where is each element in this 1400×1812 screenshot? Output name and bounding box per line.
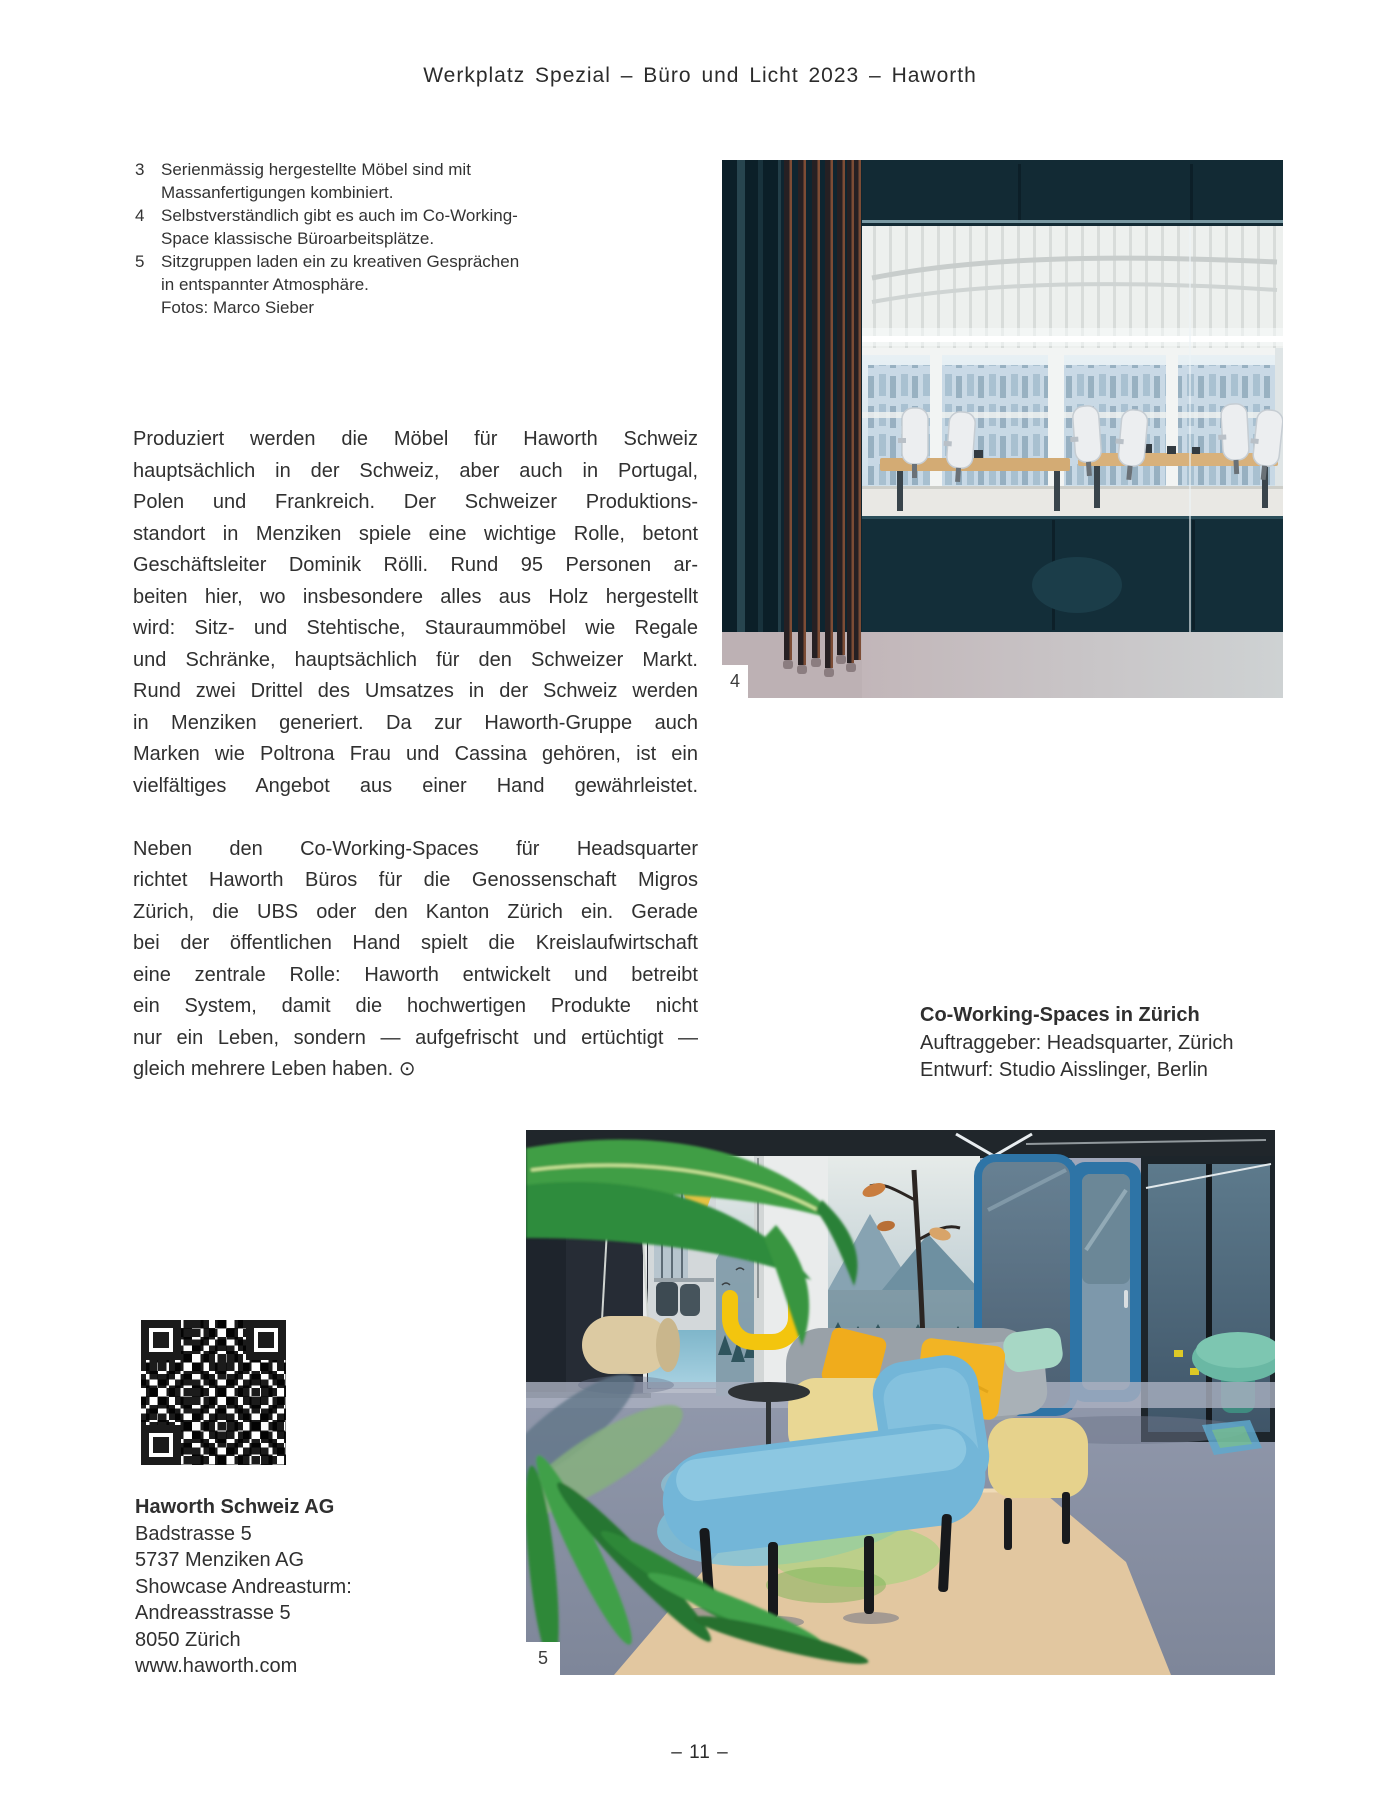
- text-line: Zürich, die UBS oder den Kanton Zürich ein. Gerade: [133, 900, 698, 923]
- text-line: in entspannter Atmosphäre.: [161, 275, 369, 294]
- caption-text: [161, 204, 565, 250]
- text-line: Andreasstrasse 5: [135, 1602, 291, 1624]
- text-line: vielfältiges Angebot aus einer Hand gewährleistet.: [133, 774, 698, 797]
- wood-slat-screen: [722, 160, 862, 698]
- caption-item-3: [135, 158, 565, 204]
- text-line: Polen und Frankreich. Der Schweizer Produktions-: [133, 491, 698, 513]
- office-lower-panel: [862, 516, 1283, 632]
- text-line: Neben den Co-Working-Spaces für Headsquarter: [133, 837, 698, 860]
- website-link[interactable]: www.haworth.com: [135, 1655, 298, 1677]
- caption-text: [161, 250, 565, 296]
- text-line: Serienmässig hergestellte Möbel sind mit: [161, 160, 471, 179]
- photo-office-interior: [722, 160, 1283, 698]
- photo-number-label: 4: [722, 665, 748, 698]
- text-line: nur ein Leben, sondern — aufgefrischt und ertüchtigt —: [133, 1026, 698, 1049]
- text-line: richtet Haworth Büros für die Genossenschaft Migros: [133, 869, 698, 891]
- qr-finder-bottom-left: [141, 1425, 181, 1465]
- photo-credit: Fotos: Marco Sieber: [161, 298, 315, 317]
- text-line: wird: Sitz- und Stehtische, Stauraummöbel wie Regale: [133, 617, 698, 639]
- caption-item-4: [135, 204, 565, 250]
- qr-finder-top-left: [141, 1320, 181, 1360]
- text-line: hauptsächlich in der Schweiz, aber auch in Portugal,: [133, 459, 698, 482]
- photo-lounge-interior: [526, 1130, 1275, 1675]
- caption-number: 3: [135, 160, 145, 179]
- page-number: – 11 –: [671, 1742, 729, 1763]
- contact-block: [135, 1494, 495, 1680]
- text-line: Rund zwei Drittel des Umsatzes in der Schweiz werden: [133, 680, 698, 702]
- qr-code: [137, 1316, 290, 1469]
- caption-item-5: [135, 250, 565, 296]
- caption-number: 4: [135, 206, 145, 225]
- text-line: beiten hier, wo insbesondere alles aus Holz hergestellt: [133, 585, 698, 608]
- article-body: [133, 424, 698, 1086]
- text-line: gleich mehrere Leben haben. ⊙: [133, 1058, 416, 1080]
- glass-seam: [1189, 226, 1191, 632]
- text-line: Sitzgruppen laden ein zu kreativen Gesprächen: [161, 252, 520, 271]
- photo-lounge-illustration: [526, 1130, 1275, 1675]
- office-floor: [862, 632, 1283, 698]
- page-header-title: Werkplatz Spezial – Büro und Licht 2023 – Haworth: [423, 64, 977, 87]
- text-line: Badstrasse 5: [135, 1522, 252, 1545]
- office-top-panel: [862, 160, 1283, 226]
- text-line: Marken wie Poltrona Frau und Cassina gehören, ist ein: [133, 743, 698, 765]
- text-line: in Menziken generiert. Da zur Haworth-Gruppe auch: [133, 711, 698, 734]
- text-line: Massanfertigungen kombiniert.: [161, 183, 394, 202]
- qr-finder-top-right: [246, 1320, 286, 1360]
- company-name: Haworth Schweiz AG: [135, 1496, 335, 1518]
- photo-number-label: 5: [526, 1642, 560, 1675]
- text-line: Selbstverständlich gibt es auch im Co-Working-: [161, 206, 518, 225]
- article-paragraph-2: [133, 834, 698, 1086]
- project-caption-client: Auftraggeber: Headsquarter, Zürich: [920, 1031, 1234, 1054]
- photo-office-illustration: [722, 160, 1283, 698]
- text-line: standort in Menziken spiele eine wichtige Rolle, betont: [133, 522, 698, 545]
- text-line: ein System, damit die hochwertigen Produkte nicht: [133, 995, 698, 1017]
- text-line: Space klassische Büroarbeitsplätze.: [161, 229, 435, 248]
- text-line: Produziert werden die Möbel für Haworth Schweiz: [133, 428, 698, 450]
- qr-code-pattern: [141, 1320, 286, 1465]
- article-paragraph-1: [133, 424, 698, 802]
- text-line: 8050 Zürich: [135, 1628, 241, 1651]
- project-caption-title: Co-Working-Spaces in Zürich: [920, 1004, 1200, 1026]
- text-line: 5737 Menziken AG: [135, 1549, 304, 1571]
- text-line: Showcase Andreasturm:: [135, 1575, 352, 1598]
- caption-number: 5: [135, 252, 145, 271]
- photo-caption-list: [135, 158, 565, 319]
- project-caption: [920, 1002, 1290, 1085]
- text-line: Geschäftsleiter Dominik Rölli. Rund 95 Personen ar-: [133, 554, 698, 576]
- text-line: bei der öffentlichen Hand spielt die Kreislaufwirtschaft: [133, 932, 698, 954]
- project-caption-design: Entwurf: Studio Aisslinger, Berlin: [920, 1059, 1208, 1081]
- caption-text: [161, 158, 565, 204]
- text-line: und Schränke, hauptsächlich für den Schweizer Markt.: [133, 648, 698, 671]
- text-line: eine zentrale Rolle: Haworth entwickelt und betreibt: [133, 963, 698, 986]
- office-ceiling: [862, 226, 1283, 348]
- company-address-lines: [135, 1521, 495, 1654]
